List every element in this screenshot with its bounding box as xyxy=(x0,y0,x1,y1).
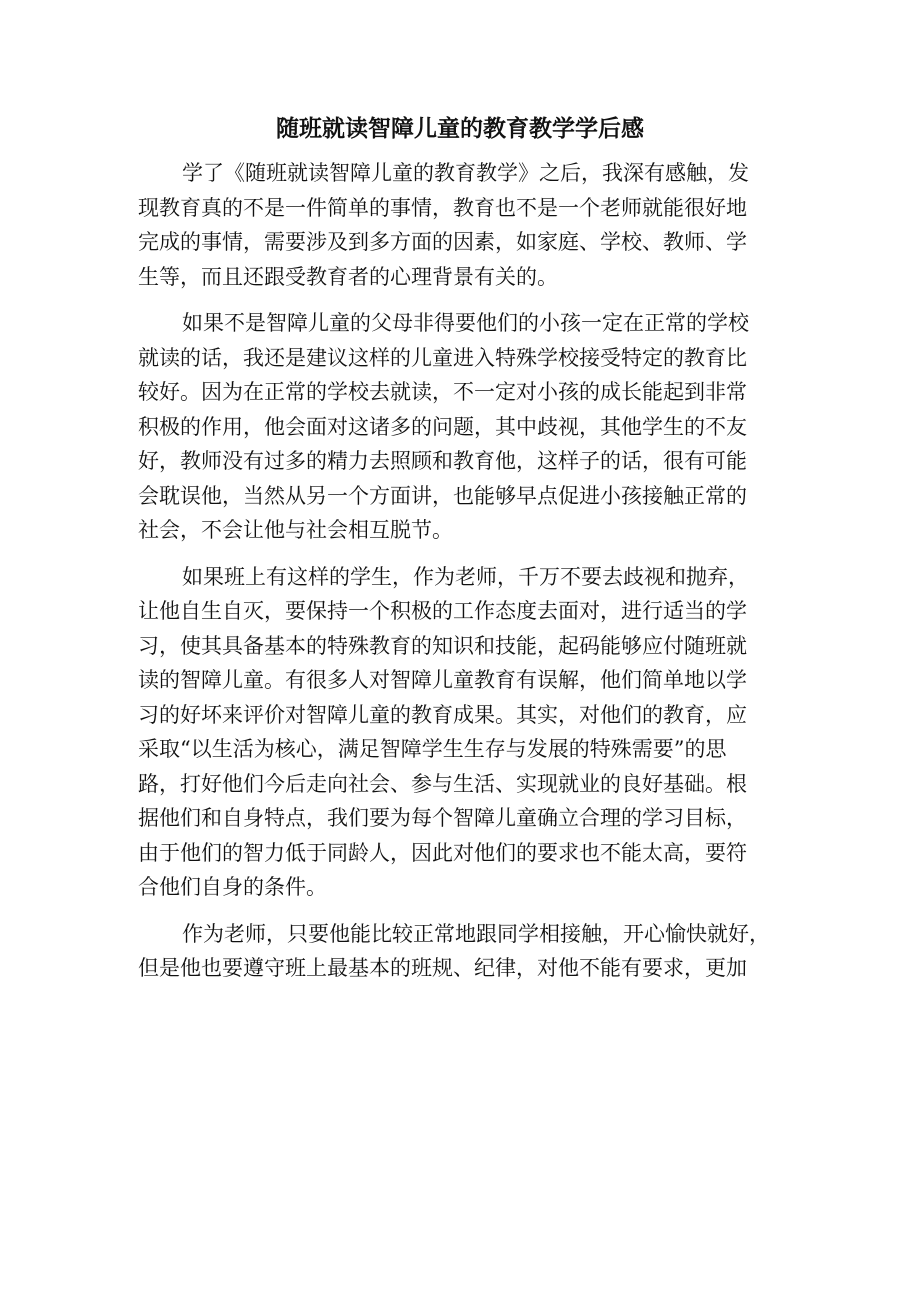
text-line: 路，打好他们今后走向社会、参与生活、实现就业的良好基础。根 xyxy=(138,771,747,796)
text-line: 生等，而且还跟受教育者的心理背景有关的。 xyxy=(138,264,558,289)
text-line: 就读的话，我还是建议这样的儿童进入特殊学校接受特定的教育比 xyxy=(138,345,747,370)
text-line: 习，使其具备基本的特殊教育的知识和技能，起码能够应付随班就 xyxy=(138,633,747,658)
text-line: 完成的事情，需要涉及到多方面的因素，如家庭、学校、教师、学 xyxy=(138,230,747,254)
text-line: 学了《随班就读智障儿童的教育教学》之后，我深有感触，发 xyxy=(182,161,749,185)
text-line: 社会，不会让他与社会相互脱节。 xyxy=(138,518,453,542)
text-line: 据他们和自身特点，我们要为每个智障儿童确立合理的学习目标， xyxy=(138,806,747,830)
paragraph-4 xyxy=(138,917,788,986)
text-line: 作为老师，只要他能比较正常地跟同学相接触，开心愉快就好， xyxy=(182,921,770,946)
text-line: 较好。因为在正常的学校去就读，不一定对小孩的成长能起到非常 xyxy=(138,380,747,404)
document-body xyxy=(138,156,788,998)
paragraph-2 xyxy=(138,306,788,548)
text-line: 合他们自身的条件。 xyxy=(138,875,327,899)
text-line: 读的智障儿童。有很多人对智障儿童教育有误解，他们简单地以学 xyxy=(138,668,747,692)
text-line: 如果不是智障儿童的父母非得要他们的小孩一定在正常的学校 xyxy=(182,311,749,335)
text-line: 让他自生自灭，要保持一个积极的工作态度去面对，进行适当的学 xyxy=(138,599,747,623)
document-title: 随班就读智障儿童的教育教学学后感 xyxy=(276,115,644,142)
text-line: 现教育真的不是一件简单的事情，教育也不是一个老师就能很好地 xyxy=(138,195,747,220)
text-line: 但是他也要遵守班上最基本的班规、纪律，对他不能有要求，更加 xyxy=(138,956,747,980)
text-line: 习的好坏来评价对智障儿童的教育成果。其实，对他们的教育，应 xyxy=(138,702,747,727)
text-line: 好，教师没有过多的精力去照顾和教育他，这样子的话，很有可能 xyxy=(138,449,747,473)
text-line: 如果班上有这样的学生，作为老师，千万不要去歧视和抛弃， xyxy=(182,564,749,589)
text-line: 会耽误他，当然从另一个方面讲，也能够早点促进小孩接触正常的 xyxy=(138,483,747,508)
paragraph-1 xyxy=(138,156,788,294)
paragraph-3 xyxy=(138,560,788,905)
text-line: 积极的作用，他会面对这诸多的问题，其中歧视，其他学生的不友 xyxy=(138,414,747,439)
text-line: 由于他们的智力低于同龄人，因此对他们的要求也不能太高，要符 xyxy=(138,840,747,865)
text-line: 采取“以生活为核心，满足智障学生生存与发展的特殊需要”的思 xyxy=(138,737,727,761)
